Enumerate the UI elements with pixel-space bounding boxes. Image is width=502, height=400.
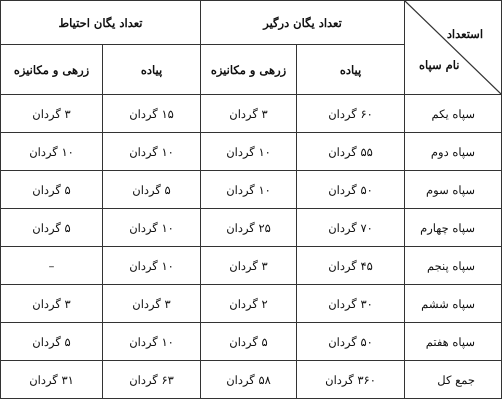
table-row: [1, 285, 502, 323]
total-label-cell: جمع کل: [405, 361, 502, 399]
table-row-total: [1, 361, 502, 399]
infantry-engaged-cell: ۵۰ گردان: [297, 171, 405, 209]
infantry-reserve-cell: ۵ گردان: [103, 171, 201, 209]
armor-reserve-cell: ۱۰ گردان: [1, 133, 103, 171]
corps-name-cell: سپاه سوم: [405, 171, 502, 209]
table-row: [1, 171, 502, 209]
table-row: [1, 95, 502, 133]
armor-reserve-cell: –: [1, 247, 103, 285]
corner-header-strength: استعداد: [446, 27, 484, 41]
infantry-reserve-total: ۶۳ گردان: [103, 361, 201, 399]
infantry-engaged-cell: ۶۰ گردان: [297, 95, 405, 133]
infantry-reserve-cell: ۱۰ گردان: [103, 133, 201, 171]
corner-header-cell: [405, 1, 502, 95]
corps-name-cell: سپاه ششم: [405, 285, 502, 323]
armor-reserve-cell: ۳ گردان: [1, 285, 103, 323]
armor-reserve-cell: ۳ گردان: [1, 95, 103, 133]
infantry-reserve-cell: ۱۰ گردان: [103, 209, 201, 247]
subheader-armor-engaged: زرهی و مکانیزه: [201, 45, 297, 95]
armor-reserve-cell: ۵ گردان: [1, 171, 103, 209]
subheader-infantry-reserve: پیاده: [103, 45, 201, 95]
infantry-engaged-cell: ۵۰ گردان: [297, 323, 405, 361]
group-header-engaged-units: تعداد یگان درگیر: [201, 1, 405, 45]
armor-engaged-cell: ۵ گردان: [201, 323, 297, 361]
infantry-engaged-cell: ۵۵ گردان: [297, 133, 405, 171]
infantry-engaged-cell: ۷۰ گردان: [297, 209, 405, 247]
armor-engaged-cell: ۱۰ گردان: [201, 171, 297, 209]
infantry-engaged-cell: ۳۰ گردان: [297, 285, 405, 323]
table-row: [1, 323, 502, 361]
group-header-reserve-units: تعداد یگان احتیاط: [1, 1, 201, 45]
infantry-engaged-cell: ۴۵ گردان: [297, 247, 405, 285]
armor-engaged-cell: ۱۰ گردان: [201, 133, 297, 171]
armor-engaged-cell: ۲ گردان: [201, 285, 297, 323]
table-row: [1, 133, 502, 171]
infantry-reserve-cell: ۱۰ گردان: [103, 247, 201, 285]
corps-name-cell: سپاه چهارم: [405, 209, 502, 247]
infantry-reserve-cell: ۳ گردان: [103, 285, 201, 323]
header-row-groups: [1, 1, 502, 45]
infantry-reserve-cell: ۱۵ گردان: [103, 95, 201, 133]
subheader-infantry-engaged: پیاده: [297, 45, 405, 95]
corner-header-corps-name: نام سپاه: [419, 58, 460, 72]
corps-name-cell: سپاه دوم: [405, 133, 502, 171]
armor-reserve-cell: ۵ گردان: [1, 209, 103, 247]
table-row: [1, 247, 502, 285]
diagonal-divider: [405, 1, 501, 94]
corps-name-cell: سپاه پنجم: [405, 247, 502, 285]
subheader-armor-reserve: زرهی و مکانیزه: [1, 45, 103, 95]
armor-reserve-total: ۳۱ گردان: [1, 361, 103, 399]
corps-name-cell: سپاه یکم: [405, 95, 502, 133]
armor-engaged-cell: ۲۵ گردان: [201, 209, 297, 247]
armor-engaged-cell: ۳ گردان: [201, 247, 297, 285]
infantry-engaged-total: ۳۶۰ گردان: [297, 361, 405, 399]
table-row: [1, 209, 502, 247]
armor-engaged-cell: ۳ گردان: [201, 95, 297, 133]
infantry-reserve-cell: ۱۰ گردان: [103, 323, 201, 361]
corps-name-cell: سپاه هفتم: [405, 323, 502, 361]
armor-reserve-cell: ۵ گردان: [1, 323, 103, 361]
armor-engaged-total: ۵۸ گردان: [201, 361, 297, 399]
